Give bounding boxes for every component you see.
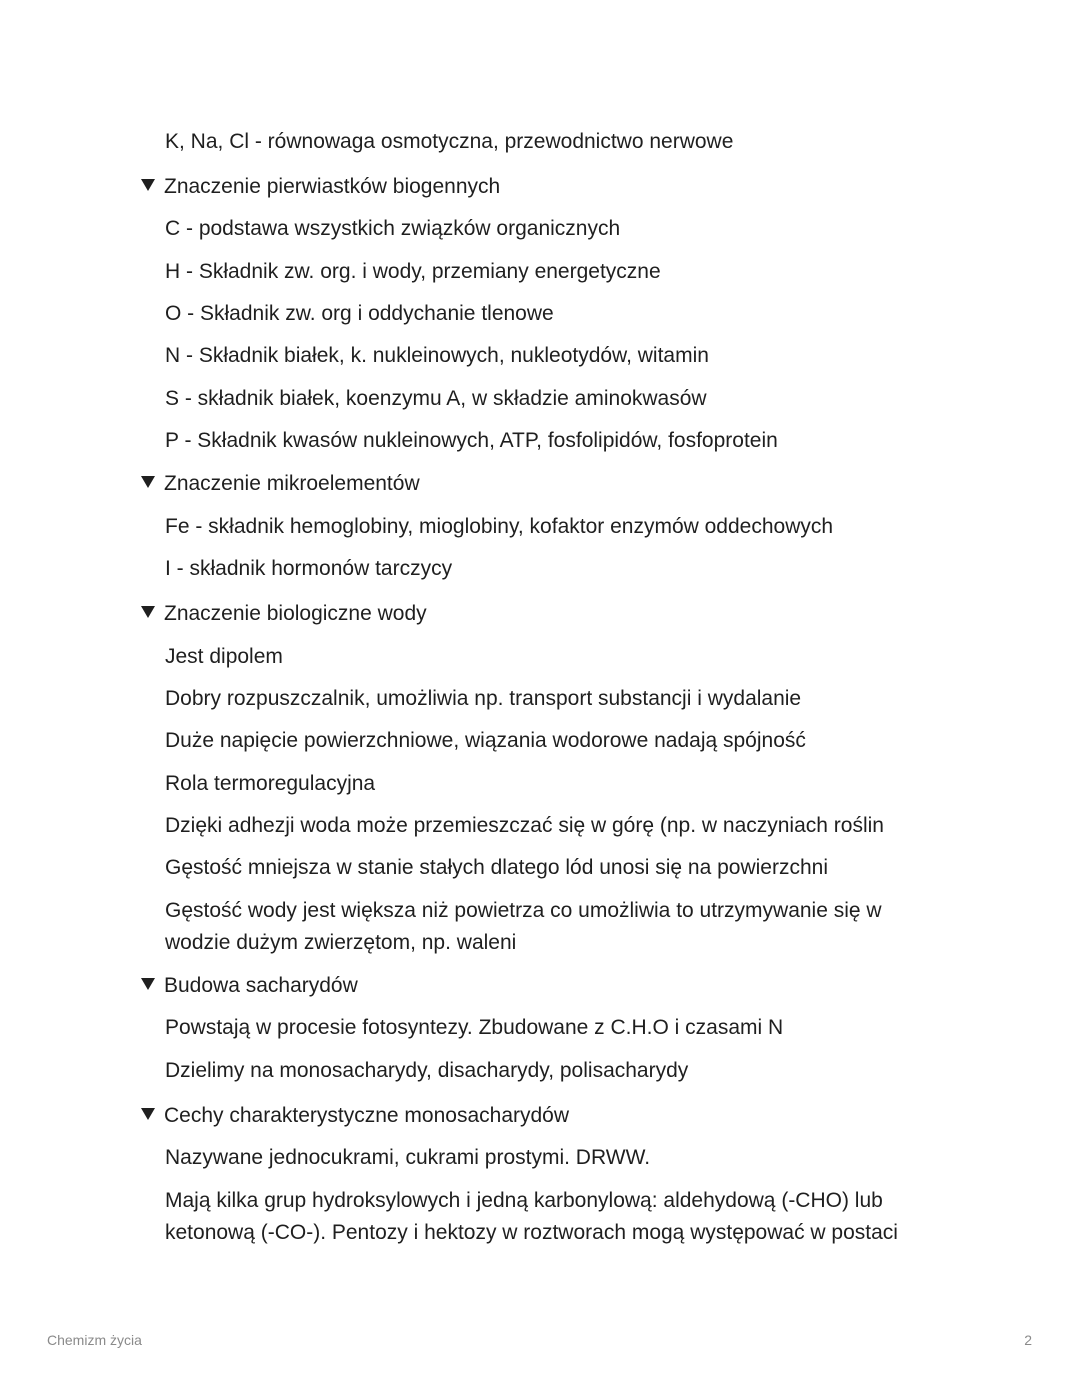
toggle-heading-biogenic-elements[interactable] bbox=[141, 171, 500, 203]
triangle-down-icon bbox=[141, 1108, 155, 1120]
text-line: Nazywane jednocukrami, cukrami prostymi. DRWW. bbox=[165, 1146, 651, 1169]
toggle-heading-label: Znaczenie biologiczne wody bbox=[164, 602, 427, 625]
text-line: Dzielimy na monosacharydy, disacharydy, polisacharydy bbox=[165, 1059, 689, 1082]
toggle-heading-monosaccharides[interactable] bbox=[141, 1100, 569, 1132]
text-line: C - podstawa wszystkich związków organicznych bbox=[165, 217, 621, 240]
text-line: Gęstość wody jest większa niż powietrza co umożliwia to utrzymywanie się w wodzie dużym zwierzętom, np. waleni bbox=[165, 899, 882, 954]
text-line: Jest dipolem bbox=[165, 645, 283, 668]
text-line: Duże napięcie powierzchniowe, wiązania wodorowe nadają spójność bbox=[165, 729, 806, 752]
text-line: Rola termoregulacyjna bbox=[165, 772, 376, 795]
text-line: S - składnik białek, koenzymu A, w składzie aminokwasów bbox=[165, 387, 707, 410]
text-line: H - Składnik zw. org. i wody, przemiany energetyczne bbox=[165, 260, 661, 283]
toggle-heading-saccharides[interactable] bbox=[141, 970, 358, 1002]
toggle-heading-label: Budowa sacharydów bbox=[164, 974, 358, 997]
triangle-down-icon bbox=[141, 179, 155, 191]
toggle-heading-microelements[interactable] bbox=[141, 468, 420, 500]
toggle-heading-water[interactable] bbox=[141, 598, 427, 630]
toggle-heading-label: Znaczenie pierwiastków biogennych bbox=[164, 175, 501, 198]
footer-page-number: 2 bbox=[1024, 1332, 1032, 1348]
footer-document-title: Chemizm życia bbox=[47, 1332, 142, 1348]
text-line: N - Składnik białek, k. nukleinowych, nukleotydów, witamin bbox=[165, 344, 709, 367]
toggle-heading-label: Cechy charakterystyczne monosacharydów bbox=[164, 1104, 570, 1127]
triangle-down-icon bbox=[141, 978, 155, 990]
text-line: Mają kilka grup hydroksylowych i jedną karbonylową: aldehydową (-CHO) lub ketonową (-CO-). Pentozy i hektozy w roztworach mogą występować w postaci bbox=[165, 1189, 898, 1244]
text-line: Dzięki adhezji woda może przemieszczać się w górę (np. w naczyniach roślin bbox=[165, 814, 884, 837]
text-line: Powstają w procesie fotosyntezy. Zbudowane z C.H.O i czasami N bbox=[165, 1016, 784, 1039]
text-line: Gęstość mniejsza w stanie stałych dlatego lód unosi się na powierzchni bbox=[165, 856, 829, 879]
triangle-down-icon bbox=[141, 476, 155, 488]
toggle-heading-label: Znaczenie mikroelementów bbox=[164, 472, 420, 495]
text-line: Dobry rozpuszczalnik, umożliwia np. transport substancji i wydalanie bbox=[165, 687, 802, 710]
text-line: I - składnik hormonów tarczycy bbox=[165, 557, 453, 580]
text-line: P - Składnik kwasów nukleinowych, ATP, fosfolipidów, fosfoprotein bbox=[165, 429, 778, 452]
triangle-down-icon bbox=[141, 606, 155, 618]
text-line: K, Na, Cl - równowaga osmotyczna, przewodnictwo nerwowe bbox=[165, 130, 734, 153]
text-line: O - Składnik zw. org i oddychanie tlenowe bbox=[165, 302, 554, 325]
text-line: Fe - składnik hemoglobiny, mioglobiny, kofaktor enzymów oddechowych bbox=[165, 515, 834, 538]
